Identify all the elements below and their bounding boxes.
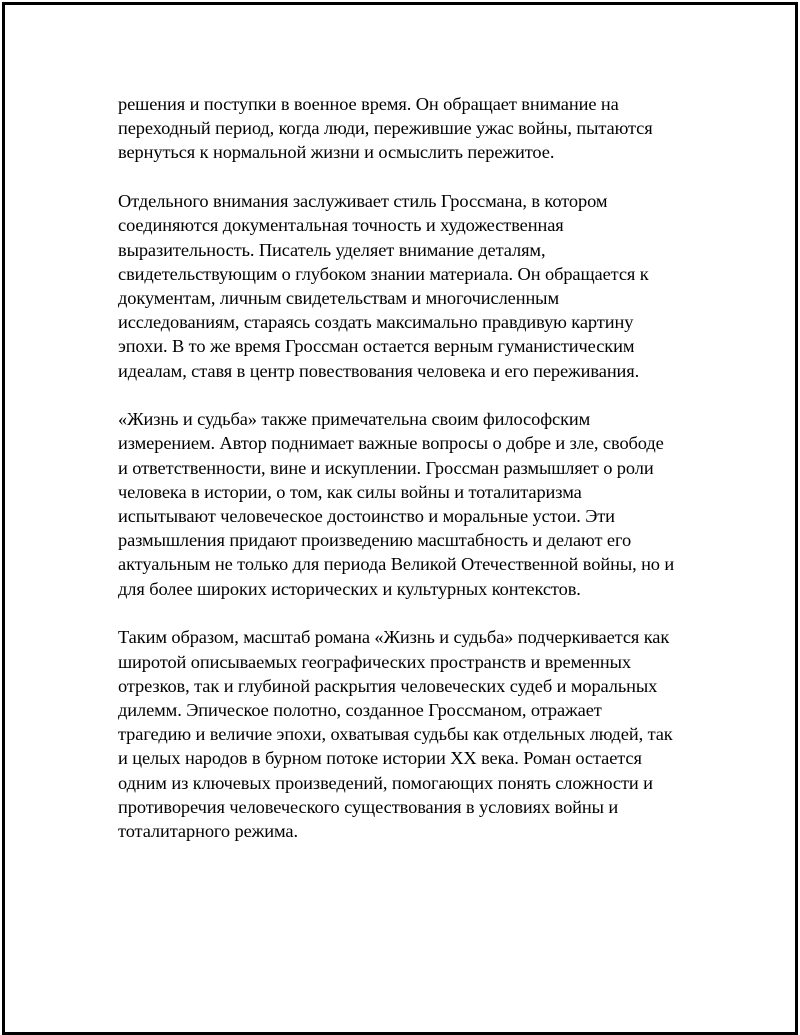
text-line: для более широких исторических и культурных контекстов. xyxy=(118,578,581,599)
paragraph-4 xyxy=(118,625,690,843)
text-line: размышления придают произведению масштабность и делают его xyxy=(118,530,632,551)
text-line: противоречия человеческого существования в условиях войны и xyxy=(118,796,619,817)
text-line: и целых народов в бурном потоке истории XX века. Роман остается xyxy=(118,748,642,769)
text-line: Отдельного внимания заслуживает стиль Гроссмана, в котором xyxy=(118,191,608,212)
text-line: отрезков, так и глубиной раскрытия человеческих судеб и моральных xyxy=(118,675,658,696)
text-line: исследованиям, стараясь создать максимально правдивую картину xyxy=(118,312,634,333)
text-line: «Жизнь и судьба» также примечательна своим философским xyxy=(118,409,591,430)
text-line: трагедию и величие эпохи, охватывая судьбы как отдельных людей, так xyxy=(118,724,673,745)
text-line: дилемм. Эпическое полотно, созданное Гроссманом, отражает xyxy=(118,699,602,720)
text-line: решения и поступки в военное время. Он обращает внимание на xyxy=(118,94,619,114)
text-line: измерением. Автор поднимает важные вопросы о добре и зле, свободе xyxy=(118,433,664,454)
text-line: вернуться к нормальной жизни и осмыслить пережитое. xyxy=(118,142,555,163)
text-line: соединяются документальная точность и художественная xyxy=(118,215,564,236)
text-line: выразительность. Писатель уделяет внимание деталям, xyxy=(118,239,546,260)
text-line: документам, личным свидетельствам и многочисленным xyxy=(118,287,559,308)
text-line: актуальным не только для периода Великой Отечественной войны, но и xyxy=(118,554,675,575)
text-line: идеалам, ставя в центр повествования человека и его переживания. xyxy=(118,360,640,381)
text-line: одним из ключевых произведений, помогающих понять сложности и xyxy=(118,772,653,793)
text-line: свидетельствующим о глубоком знании материала. Он обращается к xyxy=(118,263,649,284)
text-line: переходный период, когда люди, пережившие ужас войны, пытаются xyxy=(118,118,653,139)
text-line: эпохи. В то же время Гроссман остается верным гуманистическим xyxy=(118,336,635,357)
text-line: тоталитарного режима. xyxy=(118,820,298,841)
text-line: и ответственности, вине и искуплении. Гроссман размышляет о роли xyxy=(118,457,654,478)
text-line: Таким образом, масштаб романа «Жизнь и судьба» подчеркивается как xyxy=(118,627,670,648)
text-line: широтой описываемых географических пространств и временных xyxy=(118,651,631,672)
paragraph-1 xyxy=(118,92,690,165)
text-line: человека в истории, о том, как силы войны и тоталитаризма xyxy=(118,481,582,502)
paragraph-3 xyxy=(118,407,690,601)
paragraph-2 xyxy=(118,189,690,383)
text-line: испытывают человеческое достоинство и моральные устои. Эти xyxy=(118,506,615,527)
document-body xyxy=(118,92,690,868)
